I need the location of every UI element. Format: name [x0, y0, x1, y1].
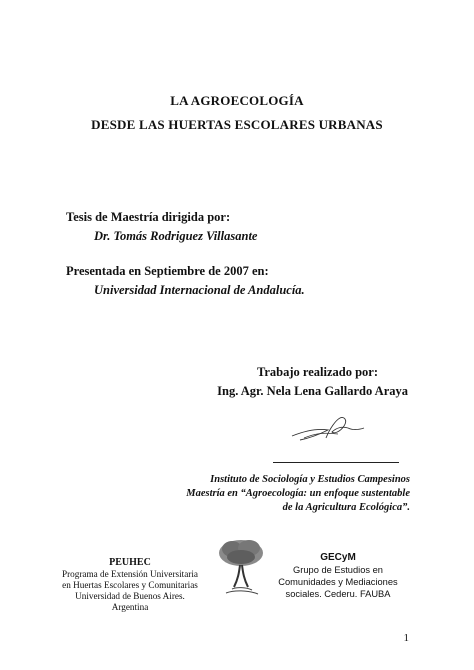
- tesis-director: Dr. Tomás Rodriguez Villasante: [94, 229, 258, 243]
- title-line-2: DESDE LAS HUERTAS ESCOLARES URBANAS: [91, 117, 383, 132]
- peuhec-name: PEUHEC: [109, 557, 151, 568]
- title-line-1: LA AGROECOLOGÍA: [170, 93, 304, 108]
- instituto-block: [110, 473, 410, 515]
- signature-image: [288, 412, 368, 448]
- tree-logo-icon: [214, 537, 268, 597]
- trabajo-label: Trabajo realizado por:: [256, 365, 378, 379]
- instituto-line-2: Maestría en “Agroecología: un enfoque sustentable: [186, 488, 410, 499]
- gecym-name: GECyM: [320, 552, 356, 563]
- peuhec-line-1: Programa de Extensión Universitaria: [62, 569, 198, 579]
- peuhec-line-3: Universidad de Buenos Aires. Argentina: [75, 591, 185, 612]
- signature-line: [273, 462, 399, 463]
- gecym-block: [276, 552, 400, 600]
- gecym-line-3: sociales. Cederu. FAUBA: [285, 589, 391, 599]
- page-number: 1: [403, 632, 409, 644]
- gecym-line-2: Comunidades y Mediaciones: [278, 577, 398, 587]
- presentada-label: Presentada en Septiembre de 2007 en:: [66, 264, 269, 278]
- instituto-line-1: Instituto de Sociología y Estudios Campesinos: [210, 474, 410, 485]
- peuhec-block: [62, 557, 198, 613]
- tesis-label: Tesis de Maestría dirigida por:: [66, 210, 231, 224]
- peuhec-line-2: en Huertas Escolares y Comunitarias: [62, 580, 198, 590]
- presentada-university: Universidad Internacional de Andalucía.: [94, 283, 305, 297]
- gecym-line-1: Grupo de Estudios en: [293, 565, 383, 575]
- trabajo-author: Ing. Agr. Nela Lena Gallardo Araya: [217, 384, 408, 398]
- instituto-line-3: de la Agricultura Ecológica”.: [282, 502, 410, 513]
